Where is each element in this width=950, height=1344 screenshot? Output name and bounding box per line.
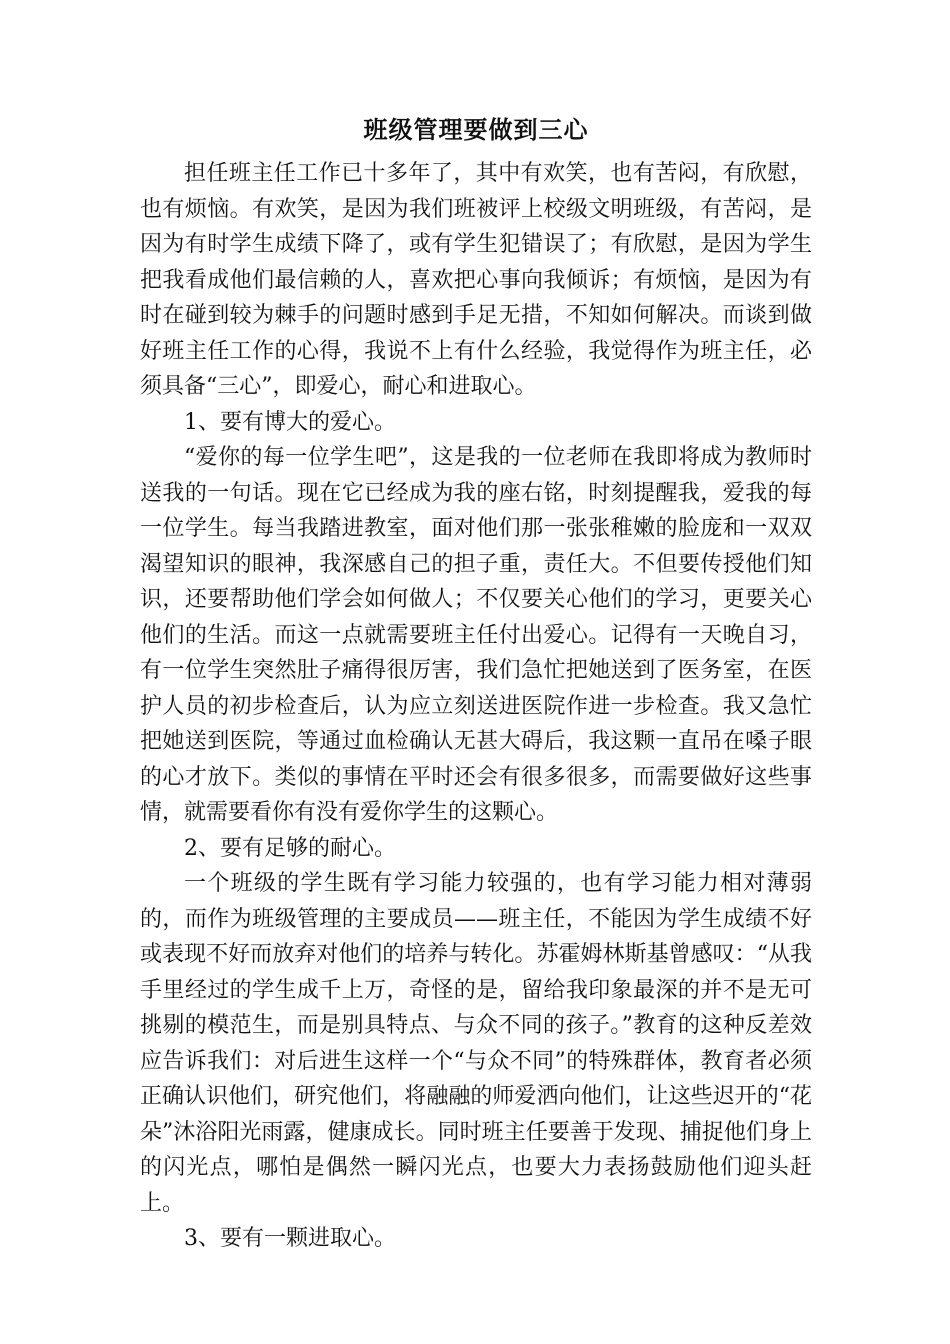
document-page [140, 112, 812, 1257]
section-2-heading: 2、要有足够的耐心。 [184, 835, 396, 861]
section-1-paragraph: “爱你的每一位学生吧”，这是我的一位老师在我即将成为教师时送我的一句话。现在它已经成为我的座右铭，时刻提醒我，爱我的每一位学生。每当我踏进教室，面对他们那一张张稚嫩的脸庞和一双双渴望知识的眼神，我深感自己的担子重，责任大。不但要传授他们知识，还要帮助他们学会如何做人；不仅要关心他们的学习，更要关心他们的生活。而这一点就需要班主任付出爱心。记得有一天晚自习，有一位学生突然肚子痛得很厉害，我们急忙把她送到了医务室，在医护人员的初步检查后，认为应立刻送进医院作进一步检查。我又急忙把她送到医院，等通过血检确认无甚大碍后，我这颗一直吊在嗓子眼的心才放下。类似的事情在平时还会有很多很多，而需要做好这些事情，就需要看你有没有爱你学生的这颗心。 [140, 445, 812, 825]
section-2-paragraph: 一个班级的学生既有学习能力较强的，也有学习能力相对薄弱的，而作为班级管理的主要成员——班主任，不能因为学生成绩不好或表现不好而放弃对他们的培养与转化。苏霍姆林斯基曾感叹：“从我手里经过的学生成千上万，奇怪的是，留给我印象最深的并不是无可挑剔的模范生，而是别具特点、与众不同的孩子。”教育的这种反差效应告诉我们：对后进生这样一个“与众不同”的特殊群体，教育者必须正确认识他们，研究他们，将融融的师爱洒向他们，让这些迟开的“花朵”沐浴阳光雨露，健康成长。同时班主任要善于发现、捕捉他们身上的闪光点，哪怕是偶然一瞬闪光点，也要大力表扬鼓励他们迎头赶上。 [140, 871, 812, 1216]
intro-paragraph: 担任班主任工作已十多年了，其中有欢笑，也有苦闷，有欣慰，也有烦恼。有欢笑，是因为我们班被评上校级文明班级，有苦闷，是因为有时学生成绩下降了，或有学生犯错误了；有欣慰，是因为学生把我看成他们最信赖的人，喜欢把心事向我倾诉；有烦恼，是因为有时在碰到较为棘手的问题时感到手足无措，不知如何解决。而谈到做好班主任工作的心得，我说不上有什么经验，我觉得作为班主任，必须具备“三心”，即爱心，耐心和进取心。 [140, 161, 812, 399]
section-1-heading: 1、要有博大的爱心。 [184, 409, 396, 435]
section-3-heading: 3、要有一颗进取心。 [184, 1226, 396, 1251]
document-title: 班级管理要做到三心 [363, 115, 589, 144]
